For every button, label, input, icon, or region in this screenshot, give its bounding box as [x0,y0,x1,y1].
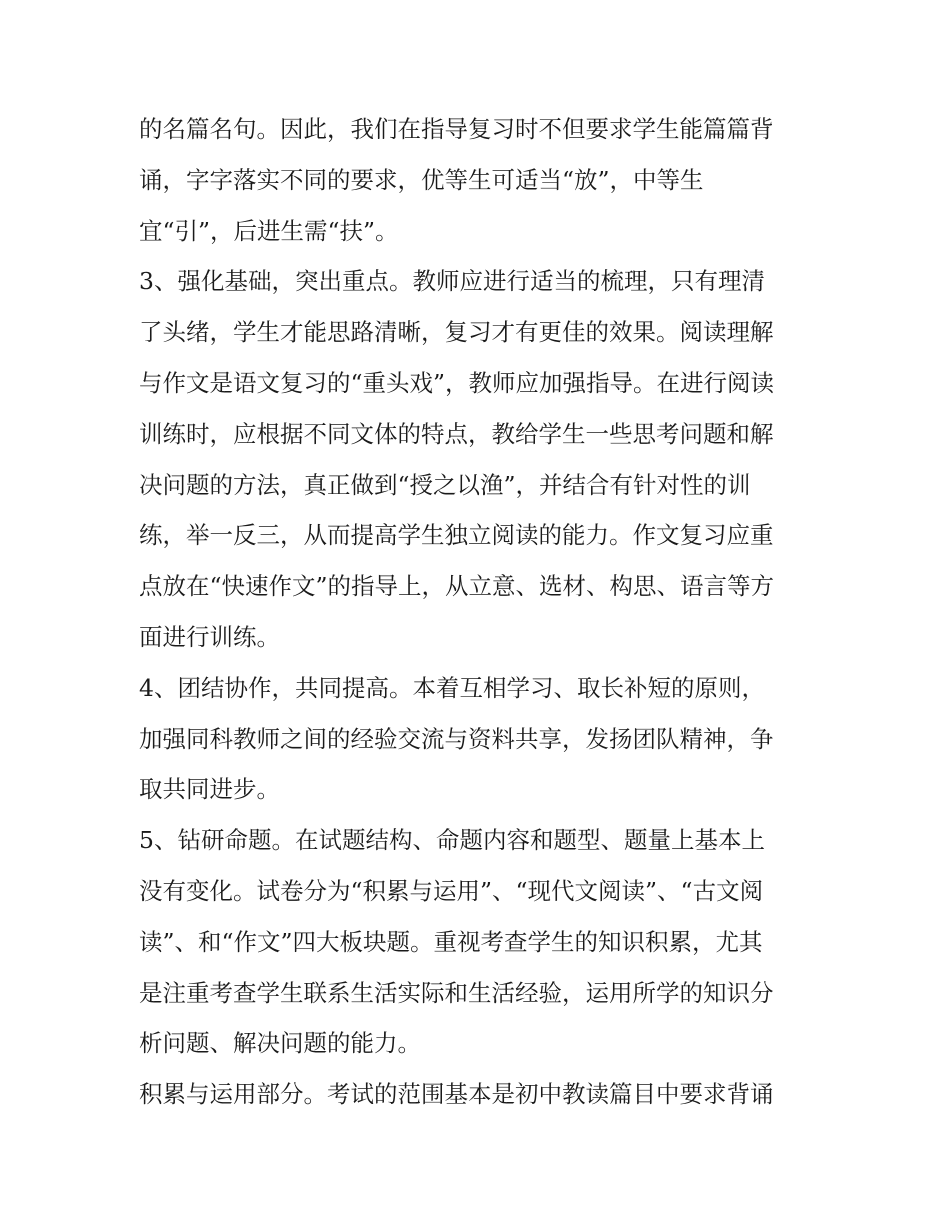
text-line: 析问题、解决问题的能力。 [139,1029,421,1058]
text-line: 是注重考查学生联系生活实际和生活经验，运用所学的知识分 [139,978,774,1007]
text-line: 取共同进步。 [139,775,280,804]
text-line: 5、钻研命题。在试题结构、命题内容和题型、题量上基本上 [139,826,765,855]
paragraph-item-4 [139,663,819,815]
text-line: 练，举一反三，从而提高学生独立阅读的能力。作文复习应重 [139,521,774,550]
text-line: 训练时，应根据不同文体的特点，教给学生一些思考问题和解 [139,419,774,448]
paragraph-item-3 [139,256,819,662]
text-line: 与作文是语文复习的“重头戏”，教师应加强指导。在进行阅读 [139,368,775,397]
text-line: 4、团结协作，共同提高。本着互相学习、取长补短的原则， [139,673,765,702]
text-line: 积累与运用部分。考试的范围基本是初中教读篇目中要求背诵 [139,1080,774,1109]
text-line: 面进行训练。 [139,622,280,651]
paragraph-item-5 [139,815,819,1069]
text-line: 没有变化。试卷分为“积累与运用”、“现代文阅读”、“古文阅 [139,876,764,905]
text-line: 读”、和“作文”四大板块题。重视考查学生的知识积累，尤其 [139,927,763,956]
text-line: 点放在“快速作文”的指导上，从立意、选材、构思、语言等方 [139,572,775,601]
text-line: 加强同科教师之间的经验交流与资料共享，发扬团队精神，争 [139,724,774,753]
text-line: 决问题的方法，真正做到“授之以渔”，并结合有针对性的训 [139,470,751,499]
paragraph-accumulation [139,1069,819,1120]
text-line: 了头绪，学生才能思路清晰，复习才有更佳的效果。阅读理解 [139,318,774,347]
text-line: 宜“引”，后进生需“扶”。 [139,216,399,245]
document-body [139,104,819,1120]
paragraph-continuation [139,104,819,256]
text-line: 诵，字字落实不同的要求，优等生可适当“放”，中等生 [139,165,704,194]
text-line: 3、强化基础，突出重点。教师应进行适当的梳理，只有理清 [139,267,765,296]
text-line: 的名篇名句。因此，我们在指导复习时不但要求学生能篇篇背 [139,115,774,143]
